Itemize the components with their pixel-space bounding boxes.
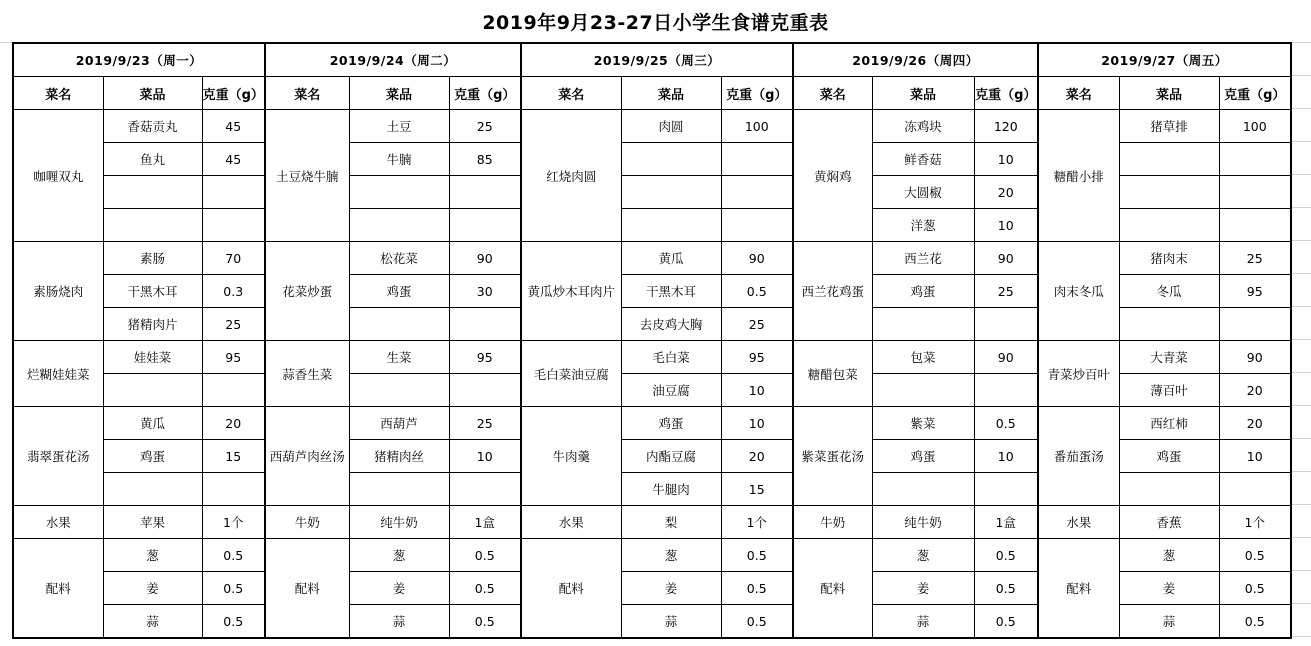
weight-cell[interactable]: 25 — [449, 110, 521, 143]
date-header-row — [13, 43, 1291, 77]
item-cell[interactable]: 葱 — [872, 539, 974, 572]
item-cell[interactable]: 姜 — [621, 572, 721, 605]
item-cell[interactable]: 纯牛奶 — [349, 506, 449, 539]
weight-cell[interactable] — [1219, 308, 1291, 341]
weight-cell[interactable]: 0.5 — [202, 605, 265, 639]
header-dish[interactable]: 菜名 — [793, 77, 872, 110]
item-cell[interactable]: 包菜 — [872, 341, 974, 374]
weight-cell[interactable]: 20 — [974, 176, 1038, 209]
header-item[interactable]: 菜品 — [1119, 77, 1219, 110]
weight-cell[interactable] — [1219, 176, 1291, 209]
dish-name-cell[interactable]: 配料 — [1038, 539, 1119, 639]
dish-name-cell[interactable]: 烂糊娃娃菜 — [13, 341, 103, 407]
item-cell[interactable]: 苹果 — [103, 506, 202, 539]
weight-cell[interactable]: 95 — [721, 341, 793, 374]
item-cell[interactable] — [1119, 308, 1219, 341]
weight-cell[interactable] — [974, 374, 1038, 407]
header-weight[interactable]: 克重（g） — [721, 77, 793, 110]
item-cell[interactable]: 鸡蛋 — [1119, 440, 1219, 473]
dish-name-cell[interactable]: 紫菜蛋花汤 — [793, 407, 872, 506]
header-dish[interactable]: 菜名 — [13, 77, 103, 110]
item-cell[interactable]: 鸡蛋 — [349, 275, 449, 308]
item-cell[interactable]: 西葫芦 — [349, 407, 449, 440]
sheet-title: 2019年9月23-27日小学生食谱克重表 — [0, 0, 1311, 43]
weight-cell[interactable]: 0.5 — [721, 572, 793, 605]
header-weight[interactable]: 克重（g） — [449, 77, 521, 110]
item-cell[interactable]: 土豆 — [349, 110, 449, 143]
weight-cell[interactable]: 45 — [202, 110, 265, 143]
item-cell[interactable] — [349, 308, 449, 341]
weight-cell[interactable]: 10 — [974, 143, 1038, 176]
weight-cell[interactable]: 0.5 — [721, 275, 793, 308]
item-cell[interactable]: 猪精肉丝 — [349, 440, 449, 473]
dish-name-cell[interactable]: 西葫芦肉丝汤 — [265, 407, 349, 506]
date-header-wed[interactable]: 2019/9/25（周三） — [521, 43, 793, 77]
weight-cell[interactable]: 95 — [449, 341, 521, 374]
item-cell[interactable] — [872, 374, 974, 407]
weight-cell[interactable]: 0.5 — [1219, 572, 1291, 605]
weight-cell[interactable] — [449, 374, 521, 407]
item-cell[interactable]: 蒜 — [349, 605, 449, 639]
weight-cell[interactable] — [721, 209, 793, 242]
item-cell[interactable]: 生菜 — [349, 341, 449, 374]
weight-cell[interactable]: 20 — [1219, 374, 1291, 407]
item-cell[interactable] — [1119, 209, 1219, 242]
dish-name-cell[interactable]: 红烧肉圆 — [521, 110, 621, 242]
item-cell[interactable] — [103, 176, 202, 209]
table-row — [13, 506, 1291, 539]
item-cell[interactable] — [349, 209, 449, 242]
date-header-fri[interactable]: 2019/9/27（周五） — [1038, 43, 1291, 77]
weight-cell[interactable]: 1个 — [1219, 506, 1291, 539]
weight-cell[interactable]: 90 — [1219, 341, 1291, 374]
header-item[interactable]: 菜品 — [349, 77, 449, 110]
item-cell[interactable]: 洋葱 — [872, 209, 974, 242]
item-cell[interactable]: 蒜 — [621, 605, 721, 639]
item-cell[interactable] — [349, 176, 449, 209]
weight-cell[interactable] — [721, 176, 793, 209]
weight-cell[interactable]: 25 — [1219, 242, 1291, 275]
weight-cell[interactable] — [449, 176, 521, 209]
item-cell[interactable]: 梨 — [621, 506, 721, 539]
column-header-row — [13, 77, 1291, 110]
weight-cell[interactable]: 100 — [1219, 110, 1291, 143]
item-cell[interactable]: 黄瓜 — [103, 407, 202, 440]
weight-cell[interactable]: 85 — [449, 143, 521, 176]
weight-cell[interactable]: 0.5 — [721, 605, 793, 639]
weight-cell[interactable] — [1219, 209, 1291, 242]
header-weight[interactable]: 克重（g） — [974, 77, 1038, 110]
item-cell[interactable]: 葱 — [1119, 539, 1219, 572]
item-cell[interactable]: 内酯豆腐 — [621, 440, 721, 473]
item-cell[interactable]: 紫菜 — [872, 407, 974, 440]
dish-name-cell[interactable]: 素肠烧肉 — [13, 242, 103, 341]
item-cell[interactable]: 去皮鸡大胸 — [621, 308, 721, 341]
item-cell[interactable]: 薄百叶 — [1119, 374, 1219, 407]
weight-cell[interactable]: 25 — [202, 308, 265, 341]
item-cell[interactable]: 大青菜 — [1119, 341, 1219, 374]
dish-name-cell[interactable]: 牛肉羹 — [521, 407, 621, 506]
weight-cell[interactable]: 20 — [721, 440, 793, 473]
item-cell[interactable]: 西兰花 — [872, 242, 974, 275]
date-header-mon[interactable]: 2019/9/23（周一） — [13, 43, 265, 77]
weight-cell[interactable]: 1盒 — [974, 506, 1038, 539]
date-header-tue[interactable]: 2019/9/24（周二） — [265, 43, 521, 77]
weight-cell[interactable]: 1盒 — [449, 506, 521, 539]
item-cell[interactable] — [872, 308, 974, 341]
item-cell[interactable]: 猪草排 — [1119, 110, 1219, 143]
weight-cell[interactable]: 20 — [202, 407, 265, 440]
item-cell[interactable]: 姜 — [349, 572, 449, 605]
weight-cell[interactable] — [449, 209, 521, 242]
item-cell[interactable]: 西红柿 — [1119, 407, 1219, 440]
weight-cell[interactable]: 0.5 — [974, 605, 1038, 639]
dish-name-cell[interactable]: 黄瓜炒木耳肉片 — [521, 242, 621, 341]
item-cell[interactable]: 鸡蛋 — [621, 407, 721, 440]
table-row — [13, 110, 1291, 143]
header-dish[interactable]: 菜名 — [265, 77, 349, 110]
item-cell[interactable]: 大圆椒 — [872, 176, 974, 209]
item-cell[interactable]: 蒜 — [103, 605, 202, 639]
weight-cell[interactable]: 95 — [202, 341, 265, 374]
item-cell[interactable]: 鱼丸 — [103, 143, 202, 176]
spreadsheet-gridlines — [1291, 42, 1311, 646]
item-cell[interactable]: 肉圆 — [621, 110, 721, 143]
table-row — [13, 407, 1291, 440]
item-cell[interactable]: 牛腩 — [349, 143, 449, 176]
dish-name-cell[interactable]: 糖醋包菜 — [793, 341, 872, 407]
item-cell[interactable]: 蒜 — [872, 605, 974, 639]
item-cell[interactable]: 鸡蛋 — [872, 440, 974, 473]
item-cell[interactable] — [621, 209, 721, 242]
item-cell[interactable] — [103, 473, 202, 506]
header-item[interactable]: 菜品 — [621, 77, 721, 110]
weight-cell[interactable]: 95 — [1219, 275, 1291, 308]
dish-name-cell[interactable]: 番茄蛋汤 — [1038, 407, 1119, 506]
weight-cell[interactable]: 10 — [449, 440, 521, 473]
item-cell[interactable]: 蒜 — [1119, 605, 1219, 639]
weight-cell[interactable] — [974, 473, 1038, 506]
item-cell[interactable]: 姜 — [1119, 572, 1219, 605]
header-weight[interactable]: 克重（g） — [1219, 77, 1291, 110]
header-item[interactable]: 菜品 — [872, 77, 974, 110]
dish-name-cell[interactable]: 水果 — [521, 506, 621, 539]
item-cell[interactable] — [1119, 473, 1219, 506]
dish-name-cell[interactable]: 土豆烧牛腩 — [265, 110, 349, 242]
weight-cell[interactable]: 0.5 — [974, 572, 1038, 605]
weight-cell[interactable]: 1个 — [721, 506, 793, 539]
weight-cell[interactable]: 10 — [974, 440, 1038, 473]
weight-cell[interactable]: 25 — [449, 407, 521, 440]
item-cell[interactable]: 香蕉 — [1119, 506, 1219, 539]
weight-cell[interactable]: 45 — [202, 143, 265, 176]
weight-cell[interactable] — [202, 374, 265, 407]
weight-cell[interactable]: 90 — [974, 341, 1038, 374]
weight-cell[interactable]: 70 — [202, 242, 265, 275]
weight-cell[interactable] — [202, 209, 265, 242]
item-cell[interactable]: 葱 — [103, 539, 202, 572]
menu-table — [12, 42, 1292, 639]
item-cell[interactable]: 干黑木耳 — [621, 275, 721, 308]
weight-cell[interactable] — [202, 176, 265, 209]
dish-name-cell[interactable]: 配料 — [793, 539, 872, 639]
weight-cell[interactable]: 90 — [974, 242, 1038, 275]
weight-cell[interactable]: 0.5 — [202, 572, 265, 605]
item-cell[interactable]: 冻鸡块 — [872, 110, 974, 143]
dish-name-cell[interactable]: 配料 — [521, 539, 621, 639]
weight-cell[interactable]: 0.5 — [449, 572, 521, 605]
weight-cell[interactable]: 0.5 — [449, 539, 521, 572]
item-cell[interactable]: 猪肉末 — [1119, 242, 1219, 275]
weight-cell[interactable] — [449, 473, 521, 506]
table-row — [13, 341, 1291, 374]
dish-name-cell[interactable]: 毛白菜油豆腐 — [521, 341, 621, 407]
item-cell[interactable] — [103, 374, 202, 407]
item-cell[interactable]: 冬瓜 — [1119, 275, 1219, 308]
weight-cell[interactable]: 120 — [974, 110, 1038, 143]
item-cell[interactable]: 黄瓜 — [621, 242, 721, 275]
weight-cell[interactable]: 90 — [721, 242, 793, 275]
item-cell[interactable] — [349, 473, 449, 506]
dish-name-cell[interactable]: 花菜炒蛋 — [265, 242, 349, 341]
weight-cell[interactable] — [1219, 473, 1291, 506]
weight-cell[interactable]: 0.5 — [202, 539, 265, 572]
dish-name-cell[interactable]: 西兰花鸡蛋 — [793, 242, 872, 341]
item-cell[interactable]: 姜 — [872, 572, 974, 605]
weight-cell[interactable]: 20 — [1219, 407, 1291, 440]
item-cell[interactable]: 鲜香菇 — [872, 143, 974, 176]
weight-cell[interactable]: 0.5 — [974, 539, 1038, 572]
dish-name-cell[interactable]: 配料 — [265, 539, 349, 639]
item-cell[interactable]: 鸡蛋 — [103, 440, 202, 473]
weight-cell[interactable]: 10 — [974, 209, 1038, 242]
weight-cell[interactable]: 15 — [202, 440, 265, 473]
weight-cell[interactable]: 10 — [1219, 440, 1291, 473]
weight-cell[interactable] — [202, 473, 265, 506]
header-dish[interactable]: 菜名 — [1038, 77, 1119, 110]
dish-name-cell[interactable]: 糖醋小排 — [1038, 110, 1119, 242]
weight-cell[interactable] — [1219, 143, 1291, 176]
weight-cell[interactable] — [974, 308, 1038, 341]
item-cell[interactable]: 牛腿肉 — [621, 473, 721, 506]
item-cell[interactable]: 鸡蛋 — [872, 275, 974, 308]
dish-name-cell[interactable]: 黄焖鸡 — [793, 110, 872, 242]
header-dish[interactable]: 菜名 — [521, 77, 621, 110]
dish-name-cell[interactable]: 水果 — [13, 506, 103, 539]
item-cell[interactable]: 松花菜 — [349, 242, 449, 275]
item-cell[interactable]: 毛白菜 — [621, 341, 721, 374]
item-cell[interactable]: 油豆腐 — [621, 374, 721, 407]
weight-cell[interactable]: 1个 — [202, 506, 265, 539]
dish-name-cell[interactable]: 配料 — [13, 539, 103, 639]
date-header-thu[interactable]: 2019/9/26（周四） — [793, 43, 1038, 77]
weight-cell[interactable] — [721, 143, 793, 176]
dish-name-cell[interactable]: 牛奶 — [265, 506, 349, 539]
item-cell[interactable] — [103, 209, 202, 242]
item-cell[interactable]: 纯牛奶 — [872, 506, 974, 539]
weight-cell[interactable]: 25 — [974, 275, 1038, 308]
item-cell[interactable] — [872, 473, 974, 506]
dish-name-cell[interactable]: 咖喱双丸 — [13, 110, 103, 242]
item-cell[interactable] — [1119, 176, 1219, 209]
weight-cell[interactable]: 10 — [721, 407, 793, 440]
dish-name-cell[interactable]: 青菜炒百叶 — [1038, 341, 1119, 407]
item-cell[interactable]: 葱 — [621, 539, 721, 572]
item-cell[interactable]: 娃娃菜 — [103, 341, 202, 374]
weight-cell[interactable]: 0.5 — [1219, 605, 1291, 639]
weight-cell[interactable]: 25 — [721, 308, 793, 341]
header-item[interactable]: 菜品 — [103, 77, 202, 110]
header-weight[interactable]: 克重（g） — [202, 77, 265, 110]
weight-cell[interactable]: 0.3 — [202, 275, 265, 308]
weight-cell[interactable]: 100 — [721, 110, 793, 143]
weight-cell[interactable]: 15 — [721, 473, 793, 506]
dish-name-cell[interactable]: 翡翠蛋花汤 — [13, 407, 103, 506]
item-cell[interactable] — [621, 143, 721, 176]
dish-name-cell[interactable]: 蒜香生菜 — [265, 341, 349, 407]
weight-cell[interactable]: 0.5 — [721, 539, 793, 572]
dish-name-cell[interactable]: 牛奶 — [793, 506, 872, 539]
item-cell[interactable]: 葱 — [349, 539, 449, 572]
table-row — [13, 539, 1291, 572]
item-cell[interactable]: 姜 — [103, 572, 202, 605]
weight-cell[interactable]: 30 — [449, 275, 521, 308]
item-cell[interactable]: 猪精肉片 — [103, 308, 202, 341]
weight-cell[interactable]: 0.5 — [974, 407, 1038, 440]
table-row — [13, 242, 1291, 275]
item-cell[interactable]: 素肠 — [103, 242, 202, 275]
weight-cell[interactable]: 10 — [721, 374, 793, 407]
dish-name-cell[interactable]: 肉末冬瓜 — [1038, 242, 1119, 341]
item-cell[interactable] — [621, 176, 721, 209]
item-cell[interactable]: 香菇贡丸 — [103, 110, 202, 143]
weight-cell[interactable]: 0.5 — [1219, 539, 1291, 572]
weight-cell[interactable]: 90 — [449, 242, 521, 275]
item-cell[interactable] — [349, 374, 449, 407]
weight-cell[interactable]: 0.5 — [449, 605, 521, 639]
item-cell[interactable]: 干黑木耳 — [103, 275, 202, 308]
item-cell[interactable] — [1119, 143, 1219, 176]
weight-cell[interactable] — [449, 308, 521, 341]
dish-name-cell[interactable]: 水果 — [1038, 506, 1119, 539]
